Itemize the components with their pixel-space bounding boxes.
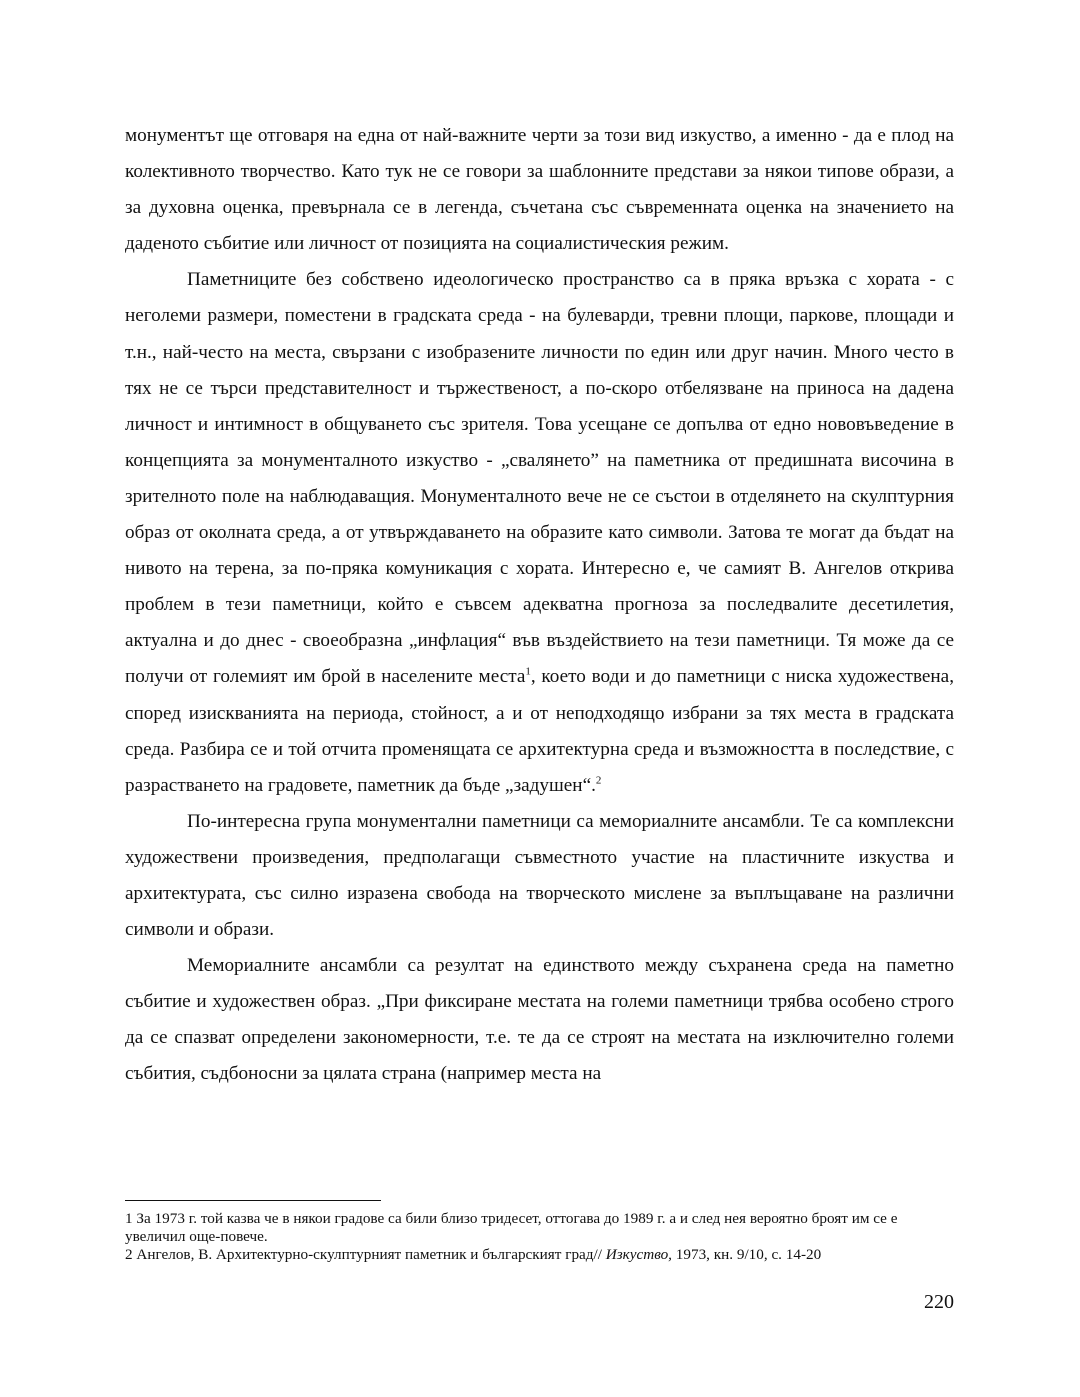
footnote-separator <box>125 1200 381 1201</box>
footnote-2 <box>125 1246 954 1264</box>
footnotes <box>125 1210 954 1264</box>
page-body <box>125 118 954 1093</box>
paragraph-2-text-b: , което води и до паметници с ниска художествена, според изискванията на периода, стойност, а и от неподходящо избрани за тях места в градската среда. Разбира се и той отчита променящата се архитектурна среда и възможността в последствие, с разрастването на градовете, паметник да бъде „задушен“. <box>125 666 954 796</box>
footnote-ref-2[interactable]: 2 <box>595 774 602 787</box>
footnote-ref-1[interactable]: 1 <box>525 666 531 679</box>
paragraph-2 <box>125 262 954 803</box>
footnote-2-journal: Изкуство, <box>605 1246 672 1263</box>
paragraph-2-text-a: Паметниците без собствено идеологическо пространство са в пряка връзка с хората - с неголеми размери, поместени в градската среда - на булеварди, тревни площи, паркове, площади и т.н., най-често на места, свързани с изобразените личности по един или друг начин. Много често в тях не се търси представителност и тържественост, а по-скоро отбелязване на приноса на дадена личност и интимност в общуването със зрителя. Това усещане се допълва от едно нововъведение в концепцията за монументалното изкуство - „свалянето” на паметника от предишната височина в зрителното поле на наблюдаващия. Монументалното вече не се състои в отделянето на скулптурния образ от околната среда, а от утвърждаването на образите като символи. Затова те могат да бъдат на нивото на терена, за по-пряка комуникация с хората. Интересно е, че самият В. Ангелов открива проблем в тези паметници, който е съвсем адекватна прогноза за последвалите десетилетия, актуална и до днес - своеобразна „инфлация“ във въздействието на тези паметници. Тя може да се получи от големият им брой в населените места <box>125 269 954 688</box>
paragraph-1: монументът ще отговаря на една от най-важните черти за този вид изкуство, а именно - да е плод на колективното творчество. Като тук не се говори за шаблонните представи за някои типове образи, а за духовна оценка, превърнала се в легенда, съчетана със съвременната оценка на значението на даденото събитие или личност от позицията на социалистическия режим. <box>125 125 954 255</box>
footnote-2-text-a: 2 Ангелов, В. Архитектурно-скулптурният паметник и българският град// <box>125 1246 606 1263</box>
paragraph-4: Мемориалните ансамбли са резултат на единството между съхранена среда на паметно събитие и художествен образ. „При фиксиране местата на големи паметници трябва особено строго да се спазват определени закономерности, т.е. те да се строят на местата на изключително големи събития, съдбоносни за цялата страна (например места на <box>125 955 954 1085</box>
footnote-1: 1 За 1973 г. той казва че в някои градове са били близо тридесет, оттогава до 1989 г. а и след нея вероятно броят им се е увеличил още-повече. <box>125 1210 898 1245</box>
page-number: 220 <box>924 1291 954 1313</box>
footnote-2-text-b: 1973, кн. 9/10, с. 14-20 <box>671 1246 822 1263</box>
paragraph-3: По-интересна група монументални паметници са мемориалните ансамбли. Те са комплексни художествени произведения, предполагащи съвместното участие на пластичните изкуства и архитектурата, със силно изразена свобода на творческото мислене за въплъщаване на различни символи и образи. <box>125 810 954 941</box>
